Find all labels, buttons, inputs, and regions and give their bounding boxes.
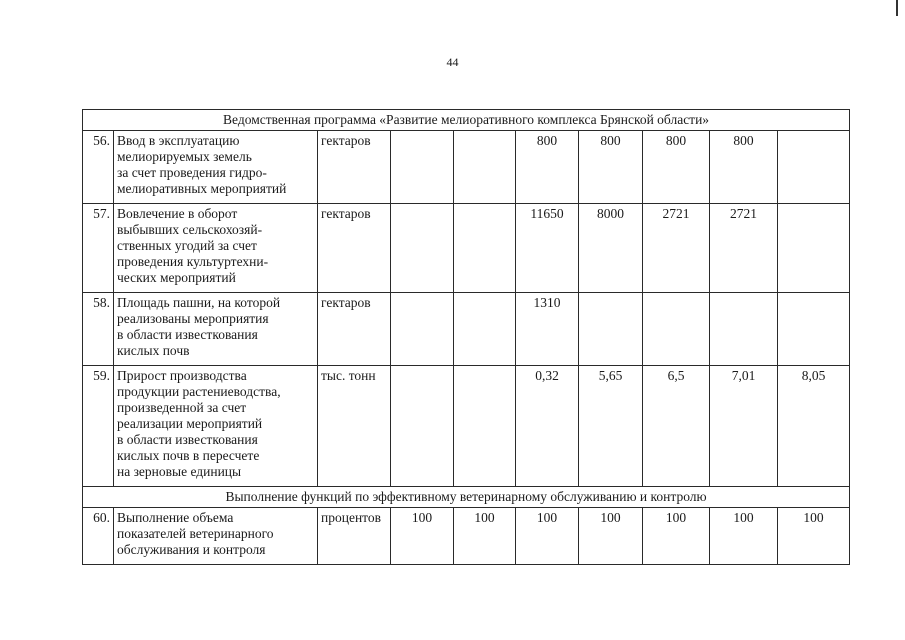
value-cell: 8000 bbox=[579, 204, 643, 293]
indicator-name-cell bbox=[114, 204, 318, 293]
indicator-name-line: Выполнение объема bbox=[117, 510, 234, 525]
value-cell: 800 bbox=[516, 131, 579, 204]
value-cell: 100 bbox=[710, 508, 778, 565]
indicator-name-line: проведения культуртехни- bbox=[117, 254, 269, 269]
value-cell bbox=[579, 293, 643, 366]
indicator-name-line: обслуживания и контроля bbox=[117, 542, 266, 557]
unit-cell: процентов bbox=[318, 508, 391, 565]
indicator-name-line: выбывших сельскохозяй- bbox=[117, 222, 263, 237]
value-cell bbox=[391, 131, 454, 204]
value-cell: 11650 bbox=[516, 204, 579, 293]
row-number: 59. bbox=[83, 366, 114, 487]
indicator-name-line: Площадь пашни, на которой bbox=[117, 295, 281, 310]
unit-cell: гектаров bbox=[318, 131, 391, 204]
indicator-name-line: ческих мероприятий bbox=[117, 270, 236, 285]
indicator-name-line: за счет проведения гидро- bbox=[117, 165, 267, 180]
indicator-name-line: кислых почв в пересчете bbox=[117, 448, 260, 463]
value-cell bbox=[778, 131, 850, 204]
indicator-name-line: реализации мероприятий bbox=[117, 416, 263, 431]
unit-cell: тыс. тонн bbox=[318, 366, 391, 487]
value-cell: 800 bbox=[643, 131, 710, 204]
indicator-name-line: мелиорируемых земель bbox=[117, 149, 252, 164]
indicator-name-cell bbox=[114, 508, 318, 565]
indicator-name-line: произведенной за счет bbox=[117, 400, 247, 415]
indicator-name-line: продукции растениеводства, bbox=[117, 384, 281, 399]
value-cell: 8,05 bbox=[778, 366, 850, 487]
row-number: 60. bbox=[83, 508, 114, 565]
row-number: 57. bbox=[83, 204, 114, 293]
value-cell: 5,65 bbox=[579, 366, 643, 487]
indicator-name-cell bbox=[114, 131, 318, 204]
table-body bbox=[83, 110, 850, 565]
indicator-name-cell bbox=[114, 293, 318, 366]
section-title: Ведомственная программа «Развитие мелиоративного комплекса Брянской области» bbox=[83, 110, 850, 131]
value-cell bbox=[391, 366, 454, 487]
indicator-name-line: Вовлечение в оборот bbox=[117, 206, 238, 221]
indicator-name-line: Ввод в эксплуатацию bbox=[117, 133, 240, 148]
value-cell: 100 bbox=[643, 508, 710, 565]
unit-cell: гектаров bbox=[318, 293, 391, 366]
table-row bbox=[83, 131, 850, 204]
value-cell: 800 bbox=[579, 131, 643, 204]
value-cell: 2721 bbox=[643, 204, 710, 293]
value-cell bbox=[710, 293, 778, 366]
indicator-name-line: кислых почв bbox=[117, 343, 190, 358]
table-row bbox=[83, 293, 850, 366]
table-row bbox=[83, 366, 850, 487]
value-cell: 100 bbox=[516, 508, 579, 565]
value-cell: 100 bbox=[454, 508, 516, 565]
value-cell bbox=[391, 204, 454, 293]
value-cell bbox=[643, 293, 710, 366]
indicator-name-line: реализованы мероприятия bbox=[117, 311, 269, 326]
value-cell: 1310 bbox=[516, 293, 579, 366]
indicators-table bbox=[82, 109, 850, 565]
indicator-name-line: показателей ветеринарного bbox=[117, 526, 274, 541]
value-cell bbox=[454, 131, 516, 204]
value-cell bbox=[778, 293, 850, 366]
table-row bbox=[83, 204, 850, 293]
value-cell: 100 bbox=[579, 508, 643, 565]
section-header-row bbox=[83, 110, 850, 131]
indicator-name-line: ственных угодий за счет bbox=[117, 238, 257, 253]
indicator-name-line: в области известкования bbox=[117, 432, 258, 447]
indicator-name-line: Прирост производства bbox=[117, 368, 247, 383]
unit-cell: гектаров bbox=[318, 204, 391, 293]
value-cell: 2721 bbox=[710, 204, 778, 293]
page-number: 44 bbox=[446, 55, 459, 69]
value-cell bbox=[454, 366, 516, 487]
section-header-row bbox=[83, 487, 850, 508]
indicator-name-line: мелиоративных мероприятий bbox=[117, 181, 287, 196]
indicator-name-line: в области известкования bbox=[117, 327, 258, 342]
value-cell: 100 bbox=[391, 508, 454, 565]
row-number: 56. bbox=[83, 131, 114, 204]
value-cell bbox=[454, 293, 516, 366]
row-number: 58. bbox=[83, 293, 114, 366]
value-cell: 7,01 bbox=[710, 366, 778, 487]
value-cell bbox=[391, 293, 454, 366]
section-title: Выполнение функций по эффективному ветеринарному обслуживанию и контролю bbox=[83, 487, 850, 508]
value-cell: 0,32 bbox=[516, 366, 579, 487]
value-cell bbox=[778, 204, 850, 293]
scan-edge-mark bbox=[896, 0, 898, 16]
value-cell: 6,5 bbox=[643, 366, 710, 487]
value-cell bbox=[454, 204, 516, 293]
value-cell: 800 bbox=[710, 131, 778, 204]
value-cell: 100 bbox=[778, 508, 850, 565]
indicator-name-cell bbox=[114, 366, 318, 487]
table-row bbox=[83, 508, 850, 565]
indicator-name-line: на зерновые единицы bbox=[117, 464, 242, 479]
